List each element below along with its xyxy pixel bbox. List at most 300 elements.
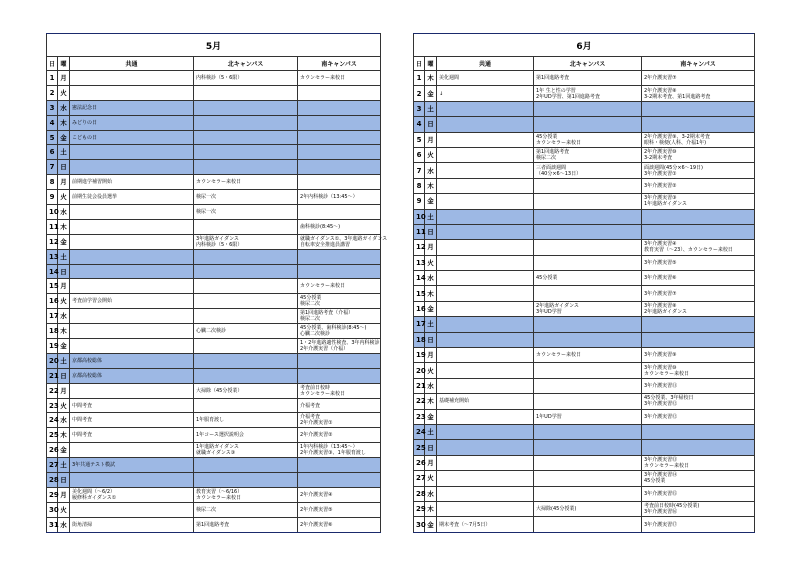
calendar-row [414, 209, 755, 224]
north-campus-cell: 1年コース選択説明会 [194, 428, 298, 443]
col-header-weekday: 曜 [425, 57, 437, 71]
col-header-north-campus: 北キャンパス [194, 57, 298, 71]
calendar-row [47, 160, 381, 175]
common-event-cell [437, 117, 534, 132]
south-campus-cell: 3年介護実習⑮ [642, 486, 755, 501]
day-cell: 1 [47, 71, 58, 86]
weekday-cell: 水 [58, 309, 70, 324]
calendar-row [47, 249, 381, 264]
weekday-cell: 土 [58, 353, 70, 368]
south-campus-cell [298, 85, 381, 100]
calendar-row [47, 339, 381, 354]
day-cell: 20 [414, 363, 425, 378]
south-campus-cell [298, 353, 381, 368]
day-cell: 15 [414, 286, 425, 301]
north-campus-cell: 大掃除（45分授業） [194, 383, 298, 398]
calendar-row [414, 86, 755, 101]
common-event-cell: 憲法記念日 [70, 100, 194, 115]
south-campus-cell: 2年内科検診（13:45～） [298, 190, 381, 205]
day-cell: 12 [47, 234, 58, 249]
north-campus-cell: 3年進路ガイダンス 内科検診（5・6限） [194, 234, 298, 249]
weekday-cell: 月 [425, 132, 437, 147]
weekday-cell: 火 [58, 190, 70, 205]
calendar-row [47, 487, 381, 502]
calendar-row [414, 163, 755, 178]
weekday-cell: 日 [425, 224, 437, 239]
weekday-cell: 日 [58, 264, 70, 279]
calendar-row [414, 317, 755, 332]
common-event-cell [70, 324, 194, 339]
south-campus-cell: 45分授業 検尿二次 [298, 294, 381, 309]
south-campus-cell [298, 473, 381, 488]
weekday-cell: 木 [58, 324, 70, 339]
common-event-cell: 考査前学習会開始 [70, 294, 194, 309]
calendar-row [47, 219, 381, 234]
north-campus-cell [534, 317, 642, 332]
south-campus-cell: 1年内科検診（13:45～） 2年介護実習③、1年服育渡し [298, 443, 381, 458]
common-event-cell [437, 271, 534, 286]
day-cell: 28 [47, 473, 58, 488]
north-campus-cell: カウンセラー来校日 [194, 175, 298, 190]
day-cell: 3 [47, 100, 58, 115]
calendar-row [47, 205, 381, 220]
day-cell: 10 [414, 209, 425, 224]
calendar-row [47, 353, 381, 368]
south-campus-cell: 2年介護実習⑦ [642, 71, 755, 86]
day-cell: 5 [414, 132, 425, 147]
south-campus-cell [298, 368, 381, 383]
common-event-cell: 3年共通テスト模試 [70, 458, 194, 473]
south-campus-cell: 3年介護実習③ 1年進路ガイダンス [642, 194, 755, 209]
north-campus-cell [534, 394, 642, 409]
south-campus-cell: 3年介護実習⑩ カウンセラー来校日 [642, 363, 755, 378]
calendar-row [414, 255, 755, 270]
common-event-cell: 中間考査 [70, 398, 194, 413]
calendar-row [414, 501, 755, 516]
day-cell: 9 [414, 194, 425, 209]
weekday-cell: 水 [425, 271, 437, 286]
weekday-cell: 金 [425, 301, 437, 316]
common-event-cell: 中間考査 [70, 428, 194, 443]
south-campus-cell: 3年介護実習⑫ [642, 409, 755, 424]
calendar-row [47, 71, 381, 86]
weekday-cell: 月 [58, 71, 70, 86]
calendar-row [47, 130, 381, 145]
south-campus-cell: 3年介護実習⑦ [642, 286, 755, 301]
north-campus-cell [194, 264, 298, 279]
common-event-cell [70, 383, 194, 398]
north-campus-cell: 検尿二次 [194, 502, 298, 517]
day-cell: 6 [47, 145, 58, 160]
north-campus-cell [194, 294, 298, 309]
day-cell: 13 [414, 255, 425, 270]
south-campus-cell: 就職ガイダンス①、3年進路ガイダンス 自転車安全推進員講習 [298, 234, 381, 249]
south-campus-cell: 3年介護実習⑪ [642, 378, 755, 393]
south-campus-cell: 3年介護実習⑤ [642, 255, 755, 270]
south-campus-cell: 2年介護実習⑤ [298, 502, 381, 517]
south-campus-cell: 3年介護実習④ 教育実習（～23）、カウンセラー来校日 [642, 240, 755, 255]
calendar-row [47, 85, 381, 100]
calendar-row [47, 398, 381, 413]
common-event-cell [437, 486, 534, 501]
calendar-row [414, 71, 755, 86]
weekday-cell: 火 [425, 147, 437, 162]
calendar-row [47, 175, 381, 190]
common-event-cell [70, 473, 194, 488]
north-campus-cell [534, 286, 642, 301]
calendar-row [47, 145, 381, 160]
weekday-cell: 日 [425, 440, 437, 455]
north-campus-cell [534, 178, 642, 193]
weekday-cell: 木 [425, 394, 437, 409]
north-campus-cell [194, 85, 298, 100]
north-campus-cell [194, 353, 298, 368]
day-cell: 17 [47, 309, 58, 324]
common-event-cell [70, 443, 194, 458]
day-cell: 10 [47, 205, 58, 220]
day-cell: 27 [414, 471, 425, 486]
north-campus-cell [194, 279, 298, 294]
calendar-row [47, 309, 381, 324]
weekday-cell: 月 [425, 348, 437, 363]
day-cell: 4 [414, 117, 425, 132]
common-event-cell [70, 145, 194, 160]
calendar-row [414, 517, 755, 532]
north-campus-cell: 2年進路ガイダンス 3年UD学習 [534, 301, 642, 316]
north-campus-cell [534, 440, 642, 455]
day-cell: 22 [414, 394, 425, 409]
north-campus-cell [534, 101, 642, 116]
common-event-cell [437, 501, 534, 516]
day-cell: 2 [414, 86, 425, 101]
calendar-row [414, 194, 755, 209]
common-event-cell [437, 147, 534, 162]
common-event-cell [437, 440, 534, 455]
day-cell: 30 [47, 502, 58, 517]
north-campus-cell: 1年服育渡し [194, 413, 298, 428]
weekday-cell: 金 [425, 86, 437, 101]
calendar-row [414, 117, 755, 132]
south-campus-cell: 第1回進路考査（介福） 検尿二次 [298, 309, 381, 324]
south-campus-cell [642, 117, 755, 132]
weekday-cell: 金 [58, 339, 70, 354]
weekday-cell: 火 [58, 502, 70, 517]
calendar-row [47, 368, 381, 383]
south-campus-cell [642, 424, 755, 439]
calendar-row [414, 486, 755, 501]
common-event-cell [70, 309, 194, 324]
south-campus-cell: 3年介護実習⑰ [642, 517, 755, 532]
common-event-cell [437, 409, 534, 424]
day-cell: 6 [414, 147, 425, 162]
weekday-cell: 土 [58, 249, 70, 264]
north-campus-cell: 三者面談週間 （40分×6～13日） [534, 163, 642, 178]
south-campus-cell: 3年介護実習⑨ [642, 348, 755, 363]
day-cell: 29 [47, 487, 58, 502]
south-campus-cell [298, 175, 381, 190]
north-campus-cell [534, 486, 642, 501]
north-campus-cell [194, 130, 298, 145]
common-event-cell: 中間考査 [70, 413, 194, 428]
calendar-row [414, 378, 755, 393]
weekday-cell: 月 [425, 455, 437, 470]
common-event-cell: 前期進学補習開始 [70, 175, 194, 190]
weekday-cell: 月 [58, 279, 70, 294]
weekday-cell: 火 [58, 398, 70, 413]
south-campus-cell: 3年介護実習② [642, 178, 755, 193]
north-campus-cell: 第1回進路考査 [194, 517, 298, 532]
day-cell: 11 [47, 219, 58, 234]
col-header-north-campus: 北キャンパス [534, 57, 642, 71]
day-cell: 2 [47, 85, 58, 100]
calendar-row [414, 286, 755, 301]
calendar-row [47, 413, 381, 428]
common-event-cell [70, 339, 194, 354]
calendar-row [47, 324, 381, 339]
common-event-cell [437, 178, 534, 193]
day-cell: 14 [414, 271, 425, 286]
common-event-cell [70, 279, 194, 294]
weekday-cell: 金 [58, 443, 70, 458]
south-campus-cell [298, 115, 381, 130]
south-campus-cell: 介福考査 [298, 398, 381, 413]
north-campus-cell: カウンセラー来校日 [534, 348, 642, 363]
day-cell: 21 [414, 378, 425, 393]
south-campus-cell [298, 205, 381, 220]
north-campus-cell [534, 378, 642, 393]
calendar-row [414, 301, 755, 316]
day-cell: 11 [414, 224, 425, 239]
month-title: 5月 [47, 34, 381, 57]
common-event-cell [437, 132, 534, 147]
day-cell: 19 [47, 339, 58, 354]
weekday-cell: 水 [58, 517, 70, 532]
weekday-cell: 木 [58, 428, 70, 443]
col-header-common: 共通 [70, 57, 194, 71]
south-campus-cell: 考査前日校時(45分授業) 3年介護実習⑯ [642, 501, 755, 516]
day-cell: 30 [414, 517, 425, 532]
common-event-cell [70, 264, 194, 279]
calendar-row [414, 440, 755, 455]
north-campus-cell [534, 332, 642, 347]
common-event-cell [437, 424, 534, 439]
north-campus-cell [194, 115, 298, 130]
south-campus-cell: 3年介護実習⑧ 2年進路ガイダンス [642, 301, 755, 316]
weekday-cell: 日 [58, 160, 70, 175]
calendar-row [414, 424, 755, 439]
calendar-row [414, 348, 755, 363]
common-event-cell [70, 160, 194, 175]
calendar-row [414, 471, 755, 486]
col-header-day: 日 [47, 57, 58, 71]
day-cell: 15 [47, 279, 58, 294]
day-cell: 22 [47, 383, 58, 398]
north-campus-cell [194, 309, 298, 324]
south-campus-cell: 面談週間(45分×6～19日) 3年介護実習① [642, 163, 755, 178]
calendar-row [47, 443, 381, 458]
common-event-cell [437, 286, 534, 301]
calendar-row [414, 178, 755, 193]
south-campus-cell: 2年介護実習⑨、3-2期末考査 眼科・検便(人科、介福1年) [642, 132, 755, 147]
common-event-cell: 基礎補充開始 [437, 394, 534, 409]
col-header-south-campus: 南キャンパス [642, 57, 755, 71]
common-event-cell [437, 471, 534, 486]
north-campus-cell: 検尿一次 [194, 205, 298, 220]
north-campus-cell [534, 517, 642, 532]
common-event-cell [437, 332, 534, 347]
weekday-cell: 火 [58, 294, 70, 309]
south-campus-cell: 介福考査 2年介護実習① [298, 413, 381, 428]
weekday-cell: 金 [425, 194, 437, 209]
weekday-cell: 水 [58, 413, 70, 428]
north-campus-cell: 第1回進路考査 検尿二次 [534, 147, 642, 162]
calendar-row [414, 147, 755, 162]
weekday-cell: 木 [425, 71, 437, 86]
weekday-cell: 火 [425, 471, 437, 486]
common-event-cell: こどもの日 [70, 130, 194, 145]
day-cell: 4 [47, 115, 58, 130]
weekday-cell: 日 [58, 368, 70, 383]
south-campus-cell [642, 317, 755, 332]
south-campus-cell: 考査前日校時 カウンセラー来校日 [298, 383, 381, 398]
day-cell: 21 [47, 368, 58, 383]
weekday-cell: 日 [425, 117, 437, 132]
day-cell: 18 [414, 332, 425, 347]
south-campus-cell: 3年介護実習⑬ カウンセラー来校日 [642, 455, 755, 470]
south-campus-cell: 歯科検診(8:45～) [298, 219, 381, 234]
calendar-row [414, 332, 755, 347]
south-campus-cell: 3年介護実習⑭ 45分授業 [642, 471, 755, 486]
weekday-cell: 月 [58, 383, 70, 398]
calendar-row [414, 394, 755, 409]
calendar-row [414, 132, 755, 147]
day-cell: 14 [47, 264, 58, 279]
calendar-row [47, 383, 381, 398]
may-calendar [46, 33, 388, 533]
north-campus-cell [534, 224, 642, 239]
common-event-cell [437, 224, 534, 239]
north-campus-cell [194, 100, 298, 115]
common-event-cell: 京都高校総体 [70, 353, 194, 368]
common-event-cell: 京都高校総体 [70, 368, 194, 383]
weekday-cell: 木 [425, 501, 437, 516]
calendar-row [47, 473, 381, 488]
weekday-cell: 金 [58, 130, 70, 145]
common-event-cell: 美化週間 [437, 71, 534, 86]
common-event-cell: 期末考査（～7月5日） [437, 517, 534, 532]
weekday-cell: 木 [58, 219, 70, 234]
common-event-cell [437, 255, 534, 270]
calendar-row [414, 455, 755, 470]
common-event-cell: 前期生徒会役員選挙 [70, 190, 194, 205]
north-campus-cell [534, 471, 642, 486]
north-campus-cell: 心臓二次検診 [194, 324, 298, 339]
north-campus-cell [194, 473, 298, 488]
weekday-cell: 土 [58, 458, 70, 473]
calendar-row [47, 234, 381, 249]
weekday-cell: 土 [425, 424, 437, 439]
north-campus-cell: 1年 生と性の学習 2年UD学習、第1回進路考査 [534, 86, 642, 101]
north-campus-cell [534, 194, 642, 209]
day-cell: 24 [414, 424, 425, 439]
col-header-south-campus: 南キャンパス [298, 57, 381, 71]
calendar-row [414, 101, 755, 116]
common-event-cell [70, 249, 194, 264]
north-campus-cell: 大掃除(45分授業) [534, 501, 642, 516]
north-campus-cell: 45分授業 [534, 271, 642, 286]
day-cell: 25 [47, 428, 58, 443]
common-event-cell: 美化週間（～6/2） 履修科ガイダンス① [70, 487, 194, 502]
weekday-cell: 木 [58, 115, 70, 130]
day-cell: 17 [414, 317, 425, 332]
day-cell: 28 [414, 486, 425, 501]
north-campus-cell [194, 398, 298, 413]
calendar-row [47, 264, 381, 279]
south-campus-cell: 45分授業、3年帰校日 3年介護実習⑫ [642, 394, 755, 409]
common-event-cell [437, 317, 534, 332]
south-campus-cell: カウンセラー来校日 [298, 279, 381, 294]
day-cell: 19 [414, 348, 425, 363]
day-cell: 24 [47, 413, 58, 428]
south-campus-cell [298, 130, 381, 145]
common-event-cell: ↓ [437, 86, 534, 101]
south-campus-cell: 2年介護実習② [298, 428, 381, 443]
common-event-cell [70, 502, 194, 517]
north-campus-cell [194, 249, 298, 264]
calendar-row [47, 100, 381, 115]
day-cell: 9 [47, 190, 58, 205]
weekday-cell: 火 [425, 255, 437, 270]
common-event-cell [437, 194, 534, 209]
common-event-cell [437, 163, 534, 178]
south-campus-cell: 2年介護実習⑩ 3-2期末考査 [642, 147, 755, 162]
north-campus-cell [194, 160, 298, 175]
south-campus-cell: 2年介護実習⑧ 3-2期末考査、第1回進路考査 [642, 86, 755, 101]
common-event-cell [437, 101, 534, 116]
day-cell: 7 [47, 160, 58, 175]
calendar-row [414, 271, 755, 286]
calendar-row [47, 428, 381, 443]
common-event-cell [70, 85, 194, 100]
north-campus-cell [534, 424, 642, 439]
day-cell: 26 [47, 443, 58, 458]
weekday-cell: 木 [425, 286, 437, 301]
calendar-row [414, 224, 755, 239]
day-cell: 26 [414, 455, 425, 470]
common-event-cell [437, 348, 534, 363]
south-campus-cell [642, 440, 755, 455]
calendar-row [47, 190, 381, 205]
day-cell: 25 [414, 440, 425, 455]
common-event-cell [70, 219, 194, 234]
weekday-cell: 月 [58, 175, 70, 190]
day-cell: 23 [414, 409, 425, 424]
south-campus-cell: 2年介護実習④ [298, 487, 381, 502]
weekday-cell: 日 [58, 473, 70, 488]
common-event-cell [437, 240, 534, 255]
day-cell: 31 [47, 517, 58, 532]
month-title: 6月 [414, 34, 755, 57]
north-campus-cell: 内科検診（5・6限） [194, 71, 298, 86]
common-event-cell [70, 234, 194, 249]
day-cell: 13 [47, 249, 58, 264]
south-campus-cell [298, 249, 381, 264]
day-cell: 1 [414, 71, 425, 86]
weekday-cell: 金 [58, 234, 70, 249]
day-cell: 5 [47, 130, 58, 145]
calendar-row [47, 502, 381, 517]
common-event-cell [70, 71, 194, 86]
